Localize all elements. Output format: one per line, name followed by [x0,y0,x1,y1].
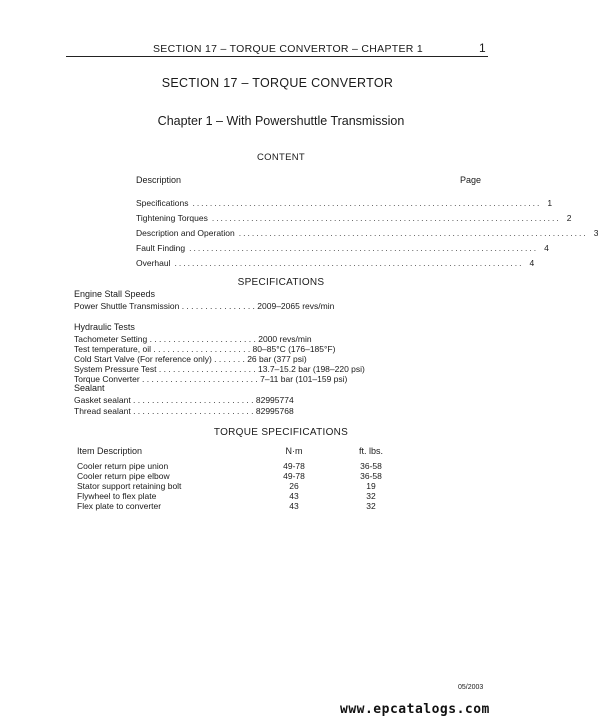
spec-line: System Pressure Test . . . . . . . . . . . . . . . . . . . . . 13.7–15.2 bar (198–220 psi) [74,364,365,374]
toc-leader-dots: ................................................................................ [238,228,588,238]
toc-entry-page: 4 [529,258,535,268]
toc-leader-dots: ................................................................................ [174,258,524,268]
torque-row-item: Flywheel to flex plate [77,491,157,501]
toc-entry-description-operation [136,228,598,240]
torque-row-nm: 26 [289,481,299,491]
toc-leader-dots: ................................................................................ [189,243,539,253]
page-number: 1 [479,41,486,55]
torque-row-ftlbs: 36-58 [360,461,382,471]
torque-row-ftlbs: 19 [366,481,376,491]
spec-line: Test temperature, oil . . . . . . . . . . . . . . . . . . . . . 80–85°C (176–185°F) [74,344,336,354]
toc-description-header: Description [136,175,182,185]
toc-entry-fault-finding [136,243,549,255]
watermark-url: www.epcatalogs.com [340,702,490,717]
specifications-heading: SPECIFICATIONS [237,277,325,288]
spec-line: Tachometer Setting . . . . . . . . . . . . . . . . . . . . . . . 2000 revs/min [74,334,312,344]
torque-row-nm: 43 [289,491,299,501]
toc-entry-label: Specifications [136,198,189,208]
torque-row-item: Cooler return pipe union [77,461,169,471]
torque-row-item: Cooler return pipe elbow [77,471,170,481]
spec-line: Gasket sealant . . . . . . . . . . . . . . . . . . . . . . . . . . 82995774 [74,395,294,405]
toc-entry-page: 3 [593,228,598,238]
toc-page-header: Page [460,175,482,185]
torque-row-ftlbs: 36-58 [360,471,382,481]
toc-entry-label: Overhaul [136,258,171,268]
torque-row-ftlbs: 32 [366,501,376,511]
sealant-heading: Sealant [74,383,105,393]
torque-specs-heading: TORQUE SPECIFICATIONS [213,427,349,438]
spec-line: Cold Start Valve (For reference only) . . . . . . . 26 bar (377 psi) [74,354,307,364]
toc-entry-page: 4 [544,243,549,253]
toc-entry-page: 2 [566,213,572,223]
header-rule [66,56,488,57]
torque-col-item: Item Description [77,446,143,456]
toc-leader-dots: ................................................................................ [211,213,561,223]
toc-entry-label: Description and Operation [136,228,235,238]
running-header: SECTION 17 – TORQUE CONVERTOR – CHAPTER 1 [153,43,424,55]
spec-line: Thread sealant . . . . . . . . . . . . . . . . . . . . . . . . . . 82995768 [74,406,294,416]
contents-heading: CONTENT [256,152,305,163]
torque-row-item: Stator support retaining bolt [77,481,182,491]
hydraulic-tests-heading: Hydraulic Tests [74,322,135,332]
torque-row-nm: 49-78 [283,471,305,481]
torque-row-item: Flex plate to converter [77,501,162,511]
revision-date: 05/2003 [458,684,484,691]
torque-col-ftlbs: ft. lbs. [358,446,383,456]
toc-entry-label: Fault Finding [136,243,186,253]
toc-entry-specifications [136,198,553,210]
toc-leader-dots: ................................................................................ [192,198,542,208]
torque-row-ftlbs: 32 [366,491,376,501]
toc-entry-page: 1 [547,198,553,208]
torque-col-nm: N·m [285,446,303,456]
torque-row-nm: 49-78 [283,461,305,471]
spec-line: Power Shuttle Transmission . . . . . . . . . . . . . . . . 2009–2065 revs/min [74,301,335,311]
section-title: SECTION 17 – TORQUE CONVERTOR [161,76,394,90]
spec-line: Torque Converter . . . . . . . . . . . . . . . . . . . . . . . . . 7–11 bar (101–159 psi) [74,374,348,384]
toc-entry-overhaul [136,258,535,270]
toc-entry-label: Tightening Torques [136,213,208,223]
toc-entry-tightening-torques [136,213,572,225]
chapter-title: Chapter 1 – With Powershuttle Transmission [157,114,405,128]
engine-stall-heading: Engine Stall Speeds [74,289,156,299]
torque-row-nm: 43 [289,501,299,511]
